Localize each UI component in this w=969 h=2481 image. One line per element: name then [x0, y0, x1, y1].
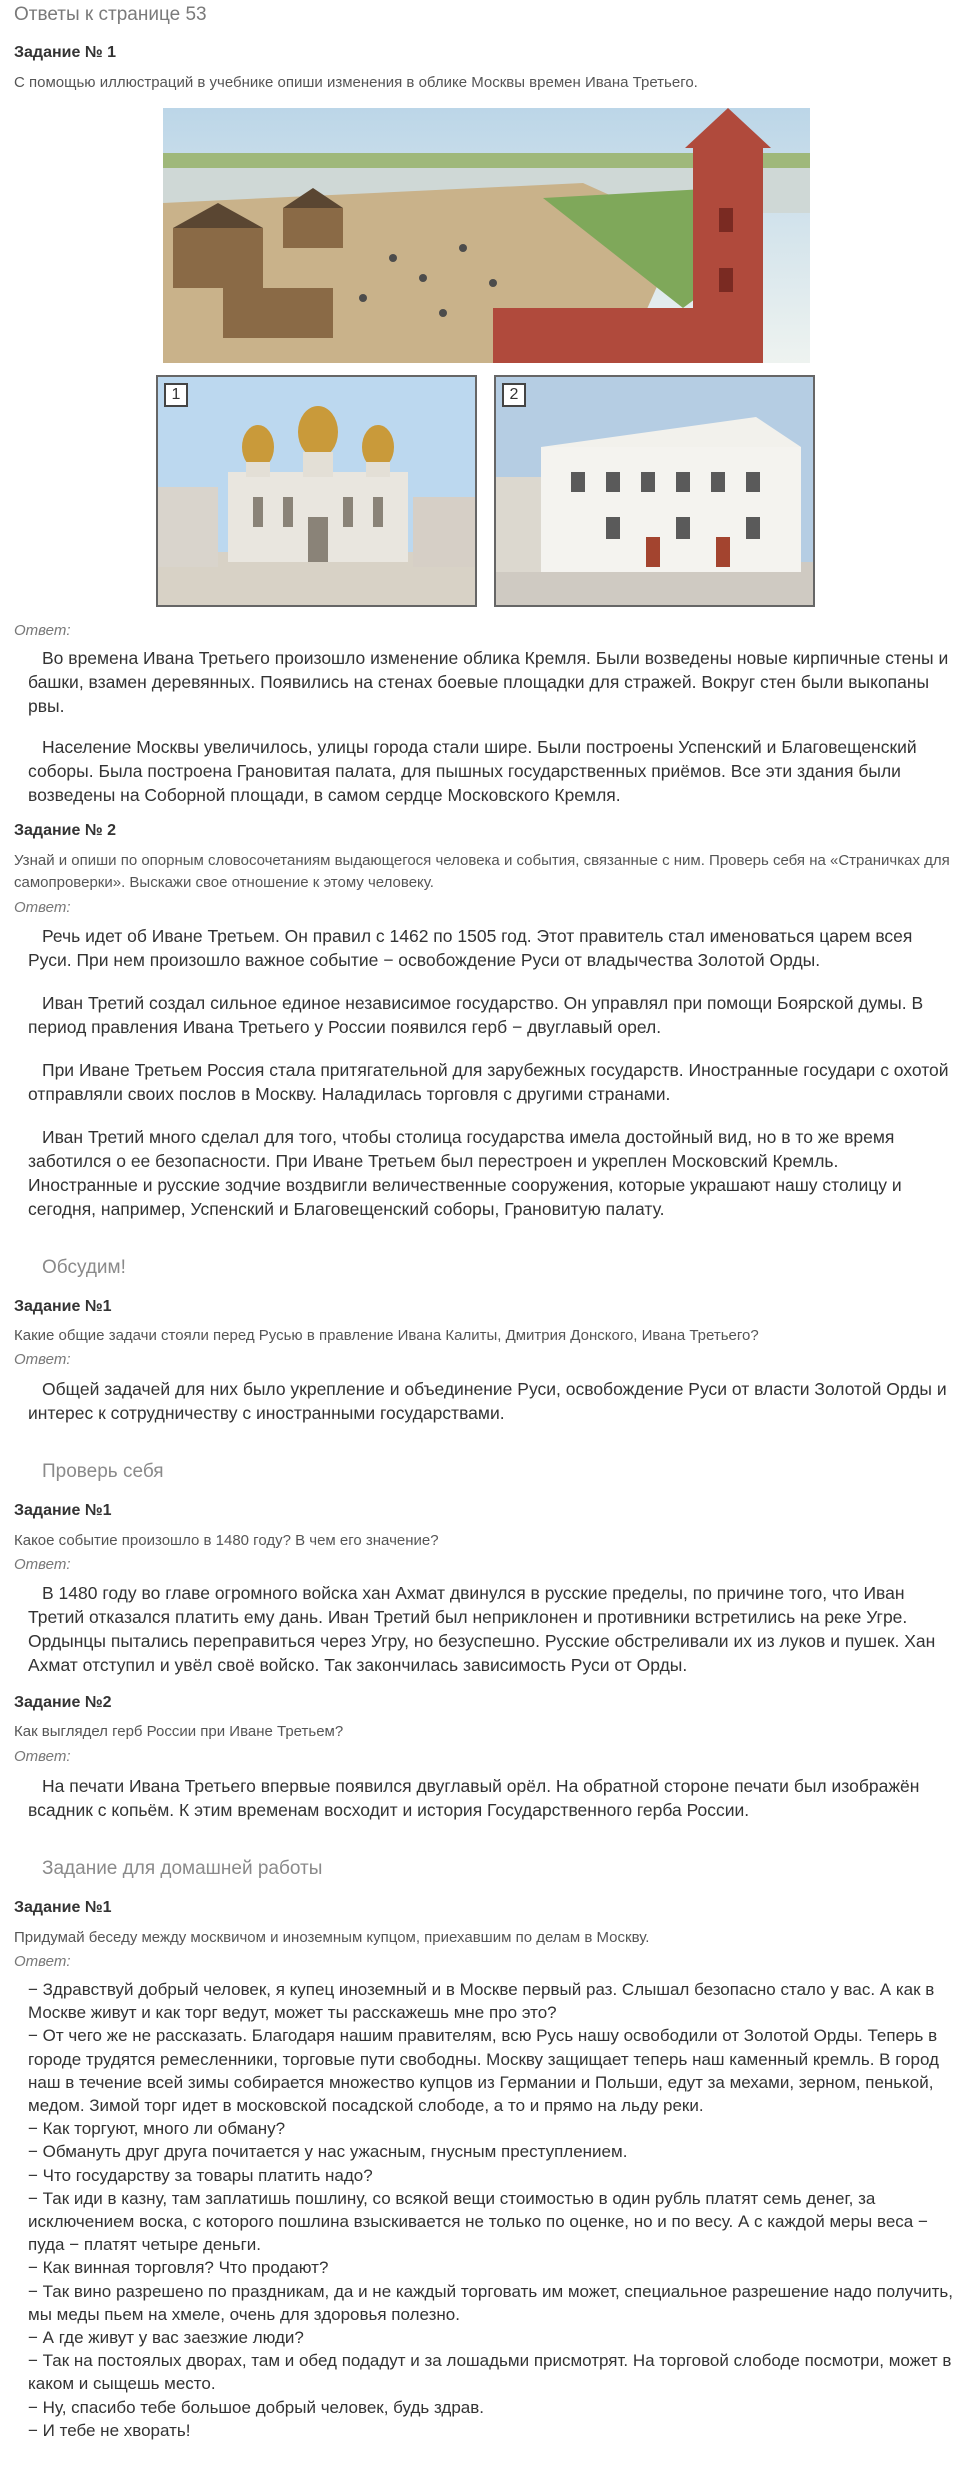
- homework-dialogue: [28, 1978, 958, 2442]
- check-task2-heading: Задание №2: [14, 1694, 112, 1711]
- answer-label: Ответ:: [14, 1556, 71, 1573]
- dialogue-line: − А где живут у вас заезжие люди?: [28, 2328, 304, 2348]
- discuss-question: Какие общие задачи стояли перед Русью в правление Ивана Калиты, Дмитрия Донского, Ивана Третьего?: [14, 1327, 759, 1344]
- answer-label: Ответ:: [14, 899, 71, 916]
- discuss-answer-paragraph: Общей задачей для них было укрепление и объединение Руси, освобождение Руси от власти Золотой Орды и интерес к сотрудничеству с иностранными государствами.: [28, 1379, 947, 1423]
- cathedral-illustration: [156, 375, 477, 607]
- dialogue-line: − Ну, спасибо тебе большое добрый человек, будь здрав.: [28, 2397, 484, 2417]
- dialogue-line: − Так вино разрешено по праздникам, да и не каждый торговать им может, специальное разрешение надо получить, мы меды пьем на хмеле, очень для здоровья полезно.: [28, 2281, 953, 2324]
- discuss-heading: Задание №1: [14, 1298, 112, 1315]
- dialogue-line: − От чего же не рассказать. Благодаря нашим правителям, всю Русь нашу освободили от Золотой Орды. Теперь в городе трудятся ремесленники, торговые пути свободны. Москву защищает теперь наш каменный кремль. В город наш в течение всей зимы собирается множество купцов из Германии и Польши, едут за мехами, зерном, пенькой, медом. Зимой торг идет в московской посадской слободе, а то и прямо на льду реки.: [28, 2026, 939, 2116]
- task2-answer-paragraph: Иван Третий много сделал для того, чтобы столица государства имела достойный вид, но в то же время заботился о ее безопасности. При Иване Третьем был перестроен и укреплен Московский Кремль. Иностранные и русские зодчие воздвигли величественные сооружения, которые украшают нашу столицу и сегодня, например, Успенский и Благовещенский соборы, Грановитую палату.: [28, 1127, 902, 1219]
- section-discuss: Обсудим!: [42, 1257, 126, 1278]
- task2-answer-paragraph: При Иване Третьем Россия стала притягательной для зарубежных государств. Иностранные государи с охотой отправляли своих послов в Москву. Наладилась торговля с другими странами.: [28, 1060, 949, 1104]
- section-check-yourself: Проверь себя: [42, 1461, 164, 1482]
- answer-label: Ответ:: [14, 622, 71, 639]
- answer-label: Ответ:: [14, 1351, 71, 1368]
- page-title: Ответы к странице 53: [14, 4, 207, 25]
- dialogue-line: − Как торгуют, много ли обману?: [28, 2119, 286, 2139]
- task1-question: С помощью иллюстраций в учебнике опиши изменения в облике Москвы времен Ивана Третьего.: [14, 74, 698, 91]
- dialogue-line: − Здравствуй добрый человек, я купец иноземный и в Москве первый раз. Слышал безопасно стало у вас. А как в Москве живут и как торг ведут, может ты расскажешь мне про это?: [28, 1980, 935, 2023]
- dialogue-line: − И тебе не хворать!: [28, 2420, 191, 2440]
- task1-answer-paragraph: Во времена Ивана Третьего произошло изменение облика Кремля. Были возведены новые кирпичные стены и башки, взамен деревянных. Появились на стенах боевые площадки для стражей. Вокруг стен были выкопаны рвы.: [28, 648, 949, 716]
- dialogue-line: − Так на постоялых дворах, там и обед подадут и за лошадьми присмотрят. На торговой слободе посмотри, может в каком и сыщешь место.: [28, 2351, 952, 2394]
- task2-answer-paragraph: Иван Третий создал сильное единое независимое государство. Он управлял при помощи Боярской думы. В период правления Ивана Третьего у России появился герб − двуглавый орел.: [28, 993, 924, 1037]
- task1-answer-paragraph: Население Москвы увеличилось, улицы города стали шире. Были построены Успенский и Благовещенский соборы. Была построена Грановитая палата, для пышных государственных приёмов. Все эти здания были возведены на Соборной площади, в самом сердце Московского Кремля.: [28, 737, 917, 805]
- dialogue-line: − Как винная торговля? Что продают?: [28, 2258, 329, 2278]
- task2-heading: Задание № 2: [14, 822, 116, 839]
- homework-heading: Задание №1: [14, 1899, 112, 1916]
- task1-heading: Задание № 1: [14, 44, 116, 61]
- image-number-badge: 2: [502, 383, 526, 407]
- homework-question: Придумай беседу между москвичом и иноземным купцом, приехавшим по делам в Москву.: [14, 1929, 650, 1946]
- palace-illustration: [494, 375, 815, 607]
- dialogue-line: − Что государству за товары платить надо?: [28, 2165, 373, 2185]
- dialogue-line: − Обмануть друг друга почитается у нас ужасным, гнусным преступлением.: [28, 2142, 628, 2162]
- task2-answer-paragraph: Речь идет об Иване Третьем. Он правил с 1462 по 1505 год. Этот правитель стал именоваться царем всея Руси. При нем произошло важное событие − освобождение Руси от владычества Золотой Орды.: [28, 926, 913, 970]
- check-task1-answer-paragraph: В 1480 году во главе огромного войска хан Ахмат двинулся в русские пределы, по причине того, что Иван Третий отказался платить ему дань. Иван Третий был неприклонен и противники встретились на реке Угре. Ордынцы пытались переправиться через Угру, но безуспешно. Русские обстреливали их из луков и пушек. Хан Ахмат отступил и увёл своё войско. Так закончилась зависимость Руси от Орды.: [28, 1583, 936, 1675]
- check-task2-question: Как выглядел герб России при Иване Третьем?: [14, 1723, 344, 1740]
- image-number-badge: 1: [164, 383, 188, 407]
- dialogue-line: − Так иди в казну, там заплатишь пошлину, со всякой вещи стоимостью в один рубль платят семь денег, за исключением воска, с которого пошлина взыскивается не только по оценке, но и по весу. А с каждой меры веса − пуда − платят четыре деньги.: [28, 2188, 928, 2255]
- kremlin-panorama-illustration: [163, 108, 810, 363]
- section-homework: Задание для домашней работы: [42, 1858, 323, 1879]
- answer-label: Ответ:: [14, 1748, 71, 1765]
- check-task2-answer-paragraph: На печати Ивана Третьего впервые появился двуглавый орёл. На обратной стороне печати был изображён всадник с копьём. К этим временам восходит и история Государственного герба России.: [28, 1776, 920, 1820]
- check-task1-question: Какое событие произошло в 1480 году? В чем его значение?: [14, 1532, 439, 1549]
- task2-question: Узнай и опиши по опорным словосочетаниям выдающегося человека и события, связанные с ним. Проверь себя на «Страничках для самопроверки». Выскажи свое отношение к этому человеку.: [14, 852, 950, 891]
- answer-label: Ответ:: [14, 1953, 71, 1970]
- check-task1-heading: Задание №1: [14, 1502, 112, 1519]
